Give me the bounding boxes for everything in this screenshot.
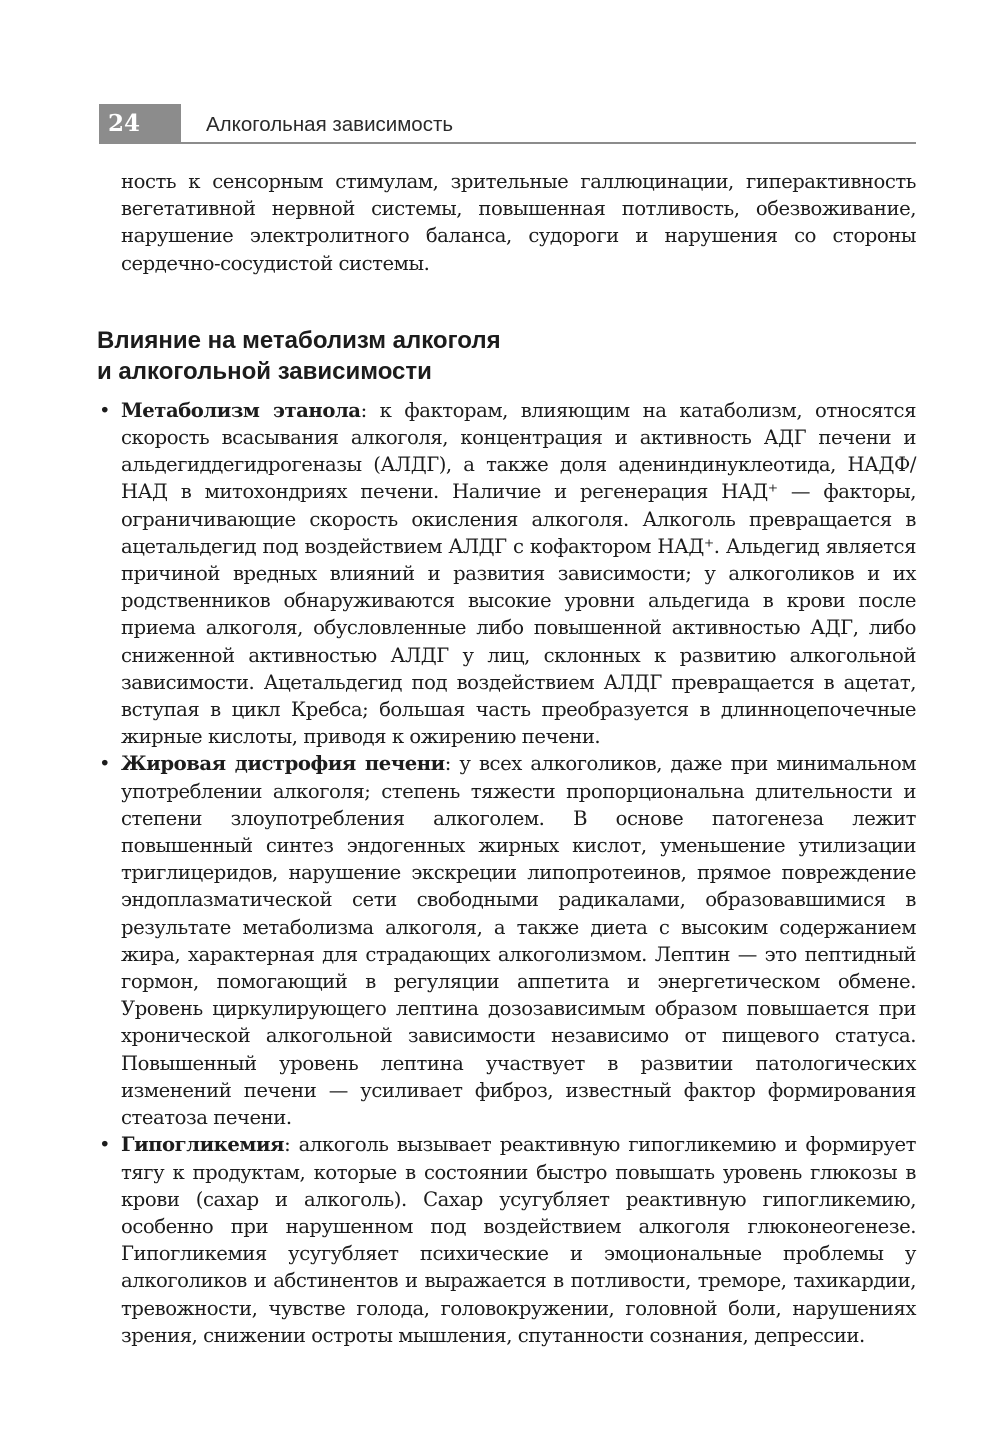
text-fatty-liver: : у всех алкоголиков, даже при минимальном употреблении алкоголя; степень тяжести пропорциональна длительности и степени злоупотребления алкоголем. В основе патогенеза лежит повышенный синтез эндогенных жирных кислот, уменьшение утилизации триглицеридов, нарушение экскреции липопротеинов, прямое повреждение эндоплазматической сети свободными радикалами, образовавшимися в результате метаболизма алкоголя, а также диета с высоким содержанием жира, характерная для страдающих алкоголизмом. Лептин — это пептидный гормон, помогающий в регуляции аппетита и энергетическом обмене. Уровень циркулирующего лептина дозозависимым образом повышается при хронической алкогольной зависимости независимо от пищевого статуса. Повышенный уровень лептина участвует в развитии патологических изменений печени — усиливает фиброз, известный фактор формирования стеатоза печени. [121,752,916,1130]
bullet-icon: • [99,1133,111,1157]
list-item-hypoglycemia [99,1131,916,1349]
page-number: 24 [99,104,181,144]
list-item-ethanol-metabolism [99,397,916,751]
bullet-list [99,397,916,1349]
running-title: Алкогольная зависимость [206,113,454,136]
list-item-fatty-liver [99,750,916,1131]
text-ethanol-metabolism: : к факторам, влияющим на катаболизм, относятся скорость всасывания алкоголя, концентрация и активность АДГ печени и альдегиддегидрогеназы (АЛДГ), а также доля адениндинуклеотида, НАДФ/НАД в митохондриях печени. Наличие и регенерация НАД⁺ — факторы, ограничивающие скорость окисления алкоголя. Алкоголь превращается в ацетальдегид под воздействием АЛДГ с кофактором НАД⁺. Альдегид является причиной вредных влияний и развития зависимости; у алкоголиков и их родственников обнаруживаются высокие уровни альдегида в крови после приема алкоголя, обусловленные либо повышенной активностью АДГ, либо сниженной активностью АЛДГ у лиц, склонных к развитию алкогольной зависимости. Ацетальдегид под воздействием АЛДГ превращается в ацетат, вступая в цикл Кребса; большая часть преобразуется в длинноцепочечные жирные кислоты, приводя к ожирению печени. [121,398,916,749]
text-hypoglycemia: : алкоголь вызывает реактивную гипогликемию и формирует тягу к продуктам, которые в состоянии быстро повышать уровень глюкозы в крови (сахар и алкоголь). Сахар усугубляет реактивную гипогликемию, особенно при нарушенном под воздействием алкоголя глюконеогенезе. Гипогликемия усугубляет психические и эмоциональные проблемы у алкоголиков и абстинентов и выражается в потливости, треморе, тахикардии, тревожности, чувстве голода, головокружении, головной боли, нарушениях зрения, снижении остроты мышления, спутанности сознания, депрессии. [121,1133,916,1347]
section-heading [97,325,916,387]
term-hypoglycemia: Гипогликемия [121,1133,285,1157]
bullet-icon: • [99,752,111,776]
term-fatty-liver: Жировая дистрофия печени [121,752,445,776]
page-body [97,168,916,1349]
header-rule [181,142,916,144]
section-heading-line-2: и алкогольной зависимости [97,357,432,385]
intro-paragraph: ность к сенсорным стимулам, зрительные галлюцинации, гиперактивность вегетативной нервной системы, повышенная потливость, обезвоживание, нарушение электролитного баланса, судороги и нарушения со стороны сердечно-сосудистой системы. [121,170,916,275]
term-ethanol-metabolism: Метаболизм этанола [121,398,361,422]
section-heading-line-1: Влияние на метаболизм алкоголя [97,326,501,354]
bullet-icon: • [99,398,111,422]
page-header [99,104,916,144]
